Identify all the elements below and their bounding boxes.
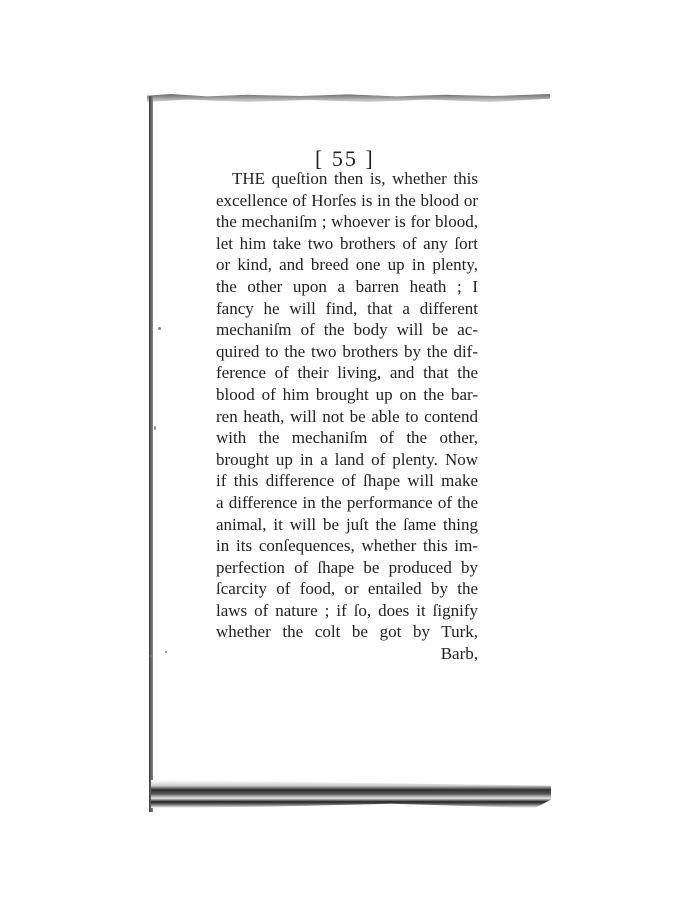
page-top-edge — [147, 94, 550, 102]
text-line: ren heath, will not be able to contend — [216, 406, 478, 426]
scan-speck — [150, 655, 152, 657]
text-line: the mechaniſm ; whoever is for blood, — [216, 212, 478, 232]
text-line: if this difference of ſhape will make — [216, 471, 478, 491]
catchword: Barb, — [440, 644, 478, 664]
text-line: animal, it will be juſt the ſame thing — [216, 514, 478, 534]
text-line: ſcarcity of food, or entailed by the — [216, 579, 478, 599]
page-number: [ 55 ] — [315, 146, 375, 171]
text-line: laws of nature ; if ſo, does it ſignify — [216, 600, 478, 620]
text-line: a difference in the performance of the — [216, 492, 478, 512]
text-line: whether the colt be got by Turk, — [216, 622, 478, 642]
text-line: ference of their living, and that the — [216, 363, 478, 383]
scan-speck — [165, 651, 167, 653]
text-line: THE queſtion then is, whether this — [232, 169, 478, 188]
page-bottom-edge — [151, 780, 551, 808]
text-line: fancy he will find, that a different — [216, 298, 478, 318]
text-line: in its conſequences, whether this im- — [216, 536, 478, 556]
scan-speck — [158, 327, 161, 330]
text-line: perfection of ſhape be produced by — [216, 557, 478, 577]
text-line: or kind, and breed one up in plenty, — [216, 255, 478, 275]
text-line: quired to the two brothers by the dif- — [216, 341, 478, 361]
scan-speck — [154, 426, 156, 430]
text-line: the other upon a barren heath ; I — [216, 276, 478, 296]
text-line: with the mechaniſm of the other, — [216, 428, 478, 448]
text-line: mechaniſm of the body will be ac- — [216, 320, 478, 340]
text-line: brought up in a land of plenty. Now — [216, 449, 478, 469]
body-text — [216, 168, 478, 665]
page-left-edge — [149, 96, 153, 812]
text-line: let him take two brothers of any ſort — [216, 233, 478, 253]
text-line: blood of him brought up on the bar- — [216, 384, 478, 404]
text-line: excellence of Horſes is in the blood or — [216, 190, 478, 210]
